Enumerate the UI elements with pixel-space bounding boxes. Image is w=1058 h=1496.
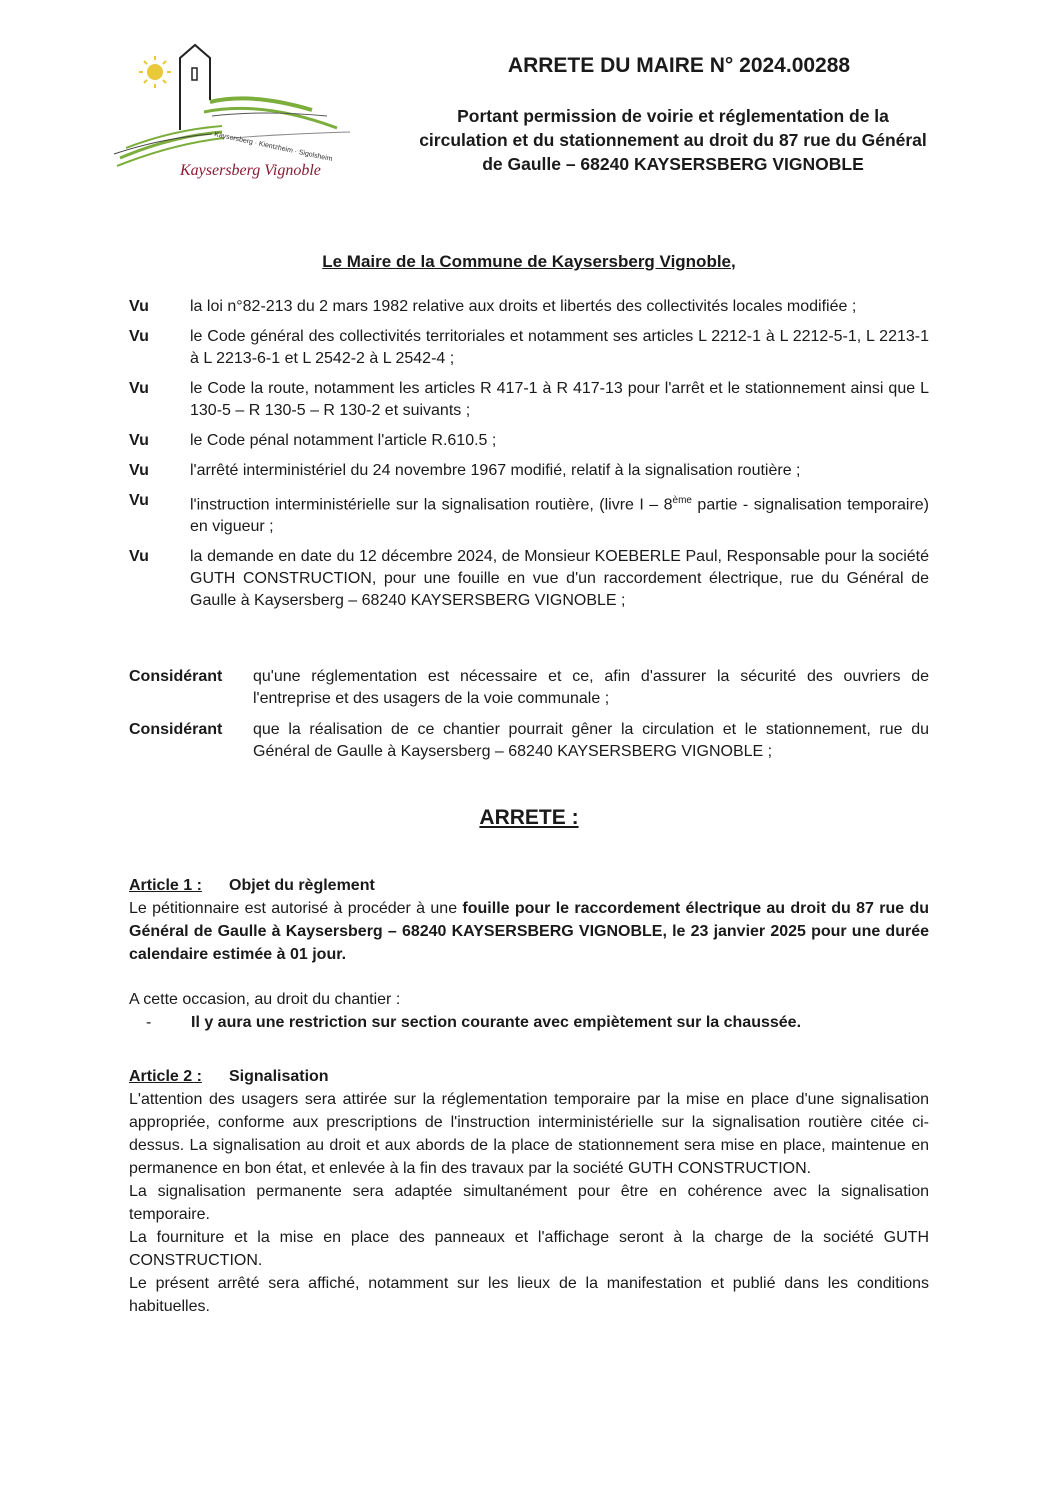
kaysersberg-logo [112,40,362,190]
considerant-list [129,666,929,772]
vu-label: Vu [129,380,149,397]
article-title: Objet du règlement [229,877,375,894]
superscript-ordinal: ème [672,495,692,506]
vu-label: Vu [129,492,149,509]
vu-text: la loi n°82-213 du 2 mars 1982 relative aux droits et libertés des collectivités locales modifiée ; [190,298,857,315]
decree-number-title: ARRETE DU MAIRE N° 2024.00288 [507,54,851,77]
article-2 [129,1065,929,1318]
maire-heading: Le Maire de la Commune de Kaysersberg Vignoble, [322,252,736,271]
vu-item [129,490,929,538]
arrete-heading: ARRETE : [479,806,579,829]
article-paragraph [129,897,929,966]
vu-text: le Code général des collectivités territoriales et notamment ses articles L 2212-1 à L 2212-5-1, L 2213-1 à L 2213-6-1 et L 2542-2 à L 2542-4 ; [190,328,929,367]
vu-text-start: l'instruction interministérielle sur la signalisation routière, (livre I – 8 [190,496,673,514]
article-title: Signalisation [229,1068,329,1085]
paragraph-bold-text: fouille pour le raccordement électrique au droit du 87 rue du Général de Gaulle à Kaysersberg – 68240 KAYSERSBERG VIGNOBLE, le 23 janvier 2025 pour une durée calendaire estimée à 01 jour. [129,900,930,963]
considerant-item [129,719,929,763]
article-number: Article 1 : [129,877,202,894]
vu-text [190,490,929,538]
subtitle-line: de Gaulle – 68240 KAYSERSBERG VIGNOBLE [482,154,864,174]
article-number: Article 2 : [129,1068,202,1085]
vu-text-end: partie - signalisation temporaire) en vigueur ; [190,496,930,536]
considerant-label: Considérant [129,668,223,685]
article-paragraph: Le présent arrêté sera affiché, notamment sur les lieux de la manifestation et publié dans les conditions habituelles. [129,1275,929,1315]
article-heading [129,1065,929,1088]
article-1 [129,874,929,1034]
paragraph-text: Le pétitionnaire est autorisé à procéder à une [129,900,463,917]
subtitle-line: Portant permission de voirie et réglementation de la [457,106,889,126]
vu-item [129,546,929,612]
vu-text: la demande en date du 12 décembre 2024, de Monsieur KOEBERLE Paul, Responsable pour la société GUTH CONSTRUCTION, pour une fouille en vue d'un raccordement électrique, rue du Général de Gaulle à Kaysersberg – 68240 KAYSERSBERG VIGNOBLE ; [190,548,929,610]
logo-graphic [112,40,362,190]
bullet-dash: - [146,1014,152,1031]
article-heading [129,874,929,897]
vu-item [129,296,929,318]
vu-item [129,326,929,370]
decree-subtitle [380,104,966,176]
considerant-item [129,666,929,710]
vu-label: Vu [129,328,149,345]
occasion-text: A cette occasion, au droit du chantier : [129,991,401,1008]
article-paragraph: L'attention des usagers sera attirée sur la réglementation temporaire par la mise en place d'une signalisation appropriée, conforme aux prescriptions de l'instruction interministérielle sur la signalisation routière citée ci-dessus. La signalisation au droit et aux abords de la place de stationnement sera mise en place, maintenue en permanence en bon état, et enlevée à la fin des travaux par la société GUTH CONSTRUCTION. [129,1091,929,1177]
logo-brand-text: Kaysersberg Vignoble [180,162,321,179]
considerant-text: qu'une réglementation est nécessaire et ce, afin d'assurer la sécurité des ouvriers de l'entreprise et des usagers de la voie communale ; [253,668,929,707]
vu-text: le Code pénal notamment l'article R.610.5 ; [190,432,497,449]
vu-text: l'arrêté interministériel du 24 novembre 1967 modifié, relatif à la signalisation routière ; [190,462,801,479]
subtitle-line: circulation et du stationnement au droit du 87 rue du Général [419,130,927,150]
vu-item [129,460,929,482]
vu-item [129,378,929,422]
vu-list [129,296,929,620]
bullet-item [129,1011,929,1034]
sun-icon [147,64,163,80]
article-paragraph: La signalisation permanente sera adaptée simultanément pour être en cohérence avec la signalisation temporaire. [129,1183,929,1223]
considerant-label: Considérant [129,721,223,738]
vu-text: le Code la route, notamment les articles R 417-1 à R 417-13 pour l'arrêt et le stationnement ainsi que L 130-5 – R 130-5 – R 130-2 et suivants ; [190,380,929,419]
vu-label: Vu [129,548,149,566]
article-paragraph: La fourniture et la mise en place des panneaux et l'affichage seront à la charge de la société GUTH CONSTRUCTION. [129,1229,929,1269]
vu-label: Vu [129,462,149,479]
bullet-text: Il y aura une restriction sur section courante avec empiètement sur la chaussée. [191,1014,802,1031]
vu-label: Vu [129,298,149,315]
considerant-text: que la réalisation de ce chantier pourrait gêner la circulation et le stationnement, rue du Général de Gaulle à Kaysersberg – 68240 KAYSERSBERG VIGNOBLE ; [253,721,929,760]
vu-label: Vu [129,432,149,449]
castle-tower-icon [180,45,210,130]
vu-item [129,430,929,452]
logo-villages-text: Kaysersberg · Kientzheim · Sigolsheim [213,131,334,164]
